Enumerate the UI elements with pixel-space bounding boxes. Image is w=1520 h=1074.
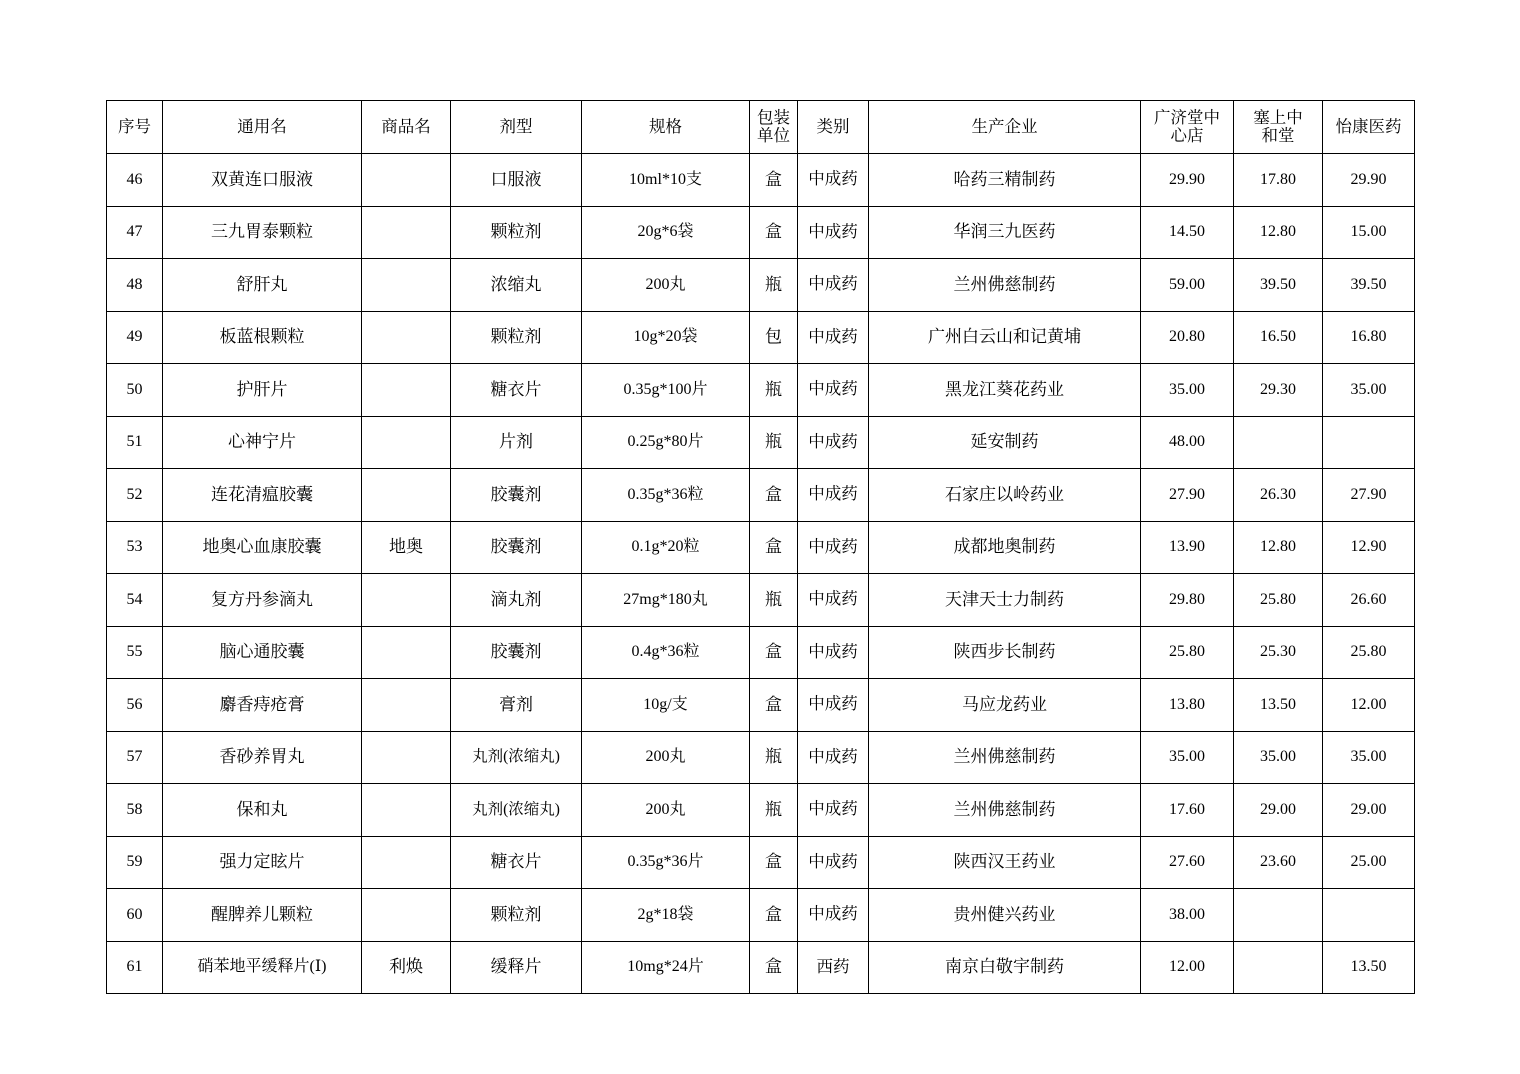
- cell-dosage-form: 糖衣片: [451, 836, 582, 889]
- table-row: [107, 259, 1415, 312]
- cell-package-unit: 盒: [750, 206, 798, 259]
- cell-seq: 55: [107, 626, 163, 679]
- cell-price-guangjitang: 20.80: [1141, 311, 1234, 364]
- column-header-price-yikang: 怡康医药: [1323, 101, 1415, 154]
- cell-brand-name: [362, 626, 451, 679]
- cell-seq: 58: [107, 784, 163, 837]
- price-saishang-line1: 塞上中: [1253, 107, 1303, 127]
- cell-price-saishang: 12.80: [1234, 206, 1323, 259]
- cell-manufacturer: 哈药三精制药: [869, 154, 1141, 207]
- cell-generic-name: 三九胃泰颗粒: [163, 206, 362, 259]
- cell-price-saishang: 13.50: [1234, 679, 1323, 732]
- cell-package-unit: 瓶: [750, 784, 798, 837]
- table-row: [107, 889, 1415, 942]
- cell-generic-name: 双黄连口服液: [163, 154, 362, 207]
- cell-price-guangjitang: 14.50: [1141, 206, 1234, 259]
- cell-price-yikang: [1323, 889, 1415, 942]
- table-row: [107, 731, 1415, 784]
- cell-dosage-form: 缓释片: [451, 941, 582, 994]
- cell-price-saishang: [1234, 941, 1323, 994]
- cell-generic-name: 麝香痔疮膏: [163, 679, 362, 732]
- cell-price-saishang: 25.30: [1234, 626, 1323, 679]
- cell-manufacturer: 兰州佛慈制药: [869, 731, 1141, 784]
- table-row: [107, 626, 1415, 679]
- cell-price-yikang: 35.00: [1323, 731, 1415, 784]
- table-row: [107, 416, 1415, 469]
- cell-dosage-form: 颗粒剂: [451, 889, 582, 942]
- cell-brand-name: [362, 311, 451, 364]
- cell-price-yikang: 39.50: [1323, 259, 1415, 312]
- cell-price-yikang: 35.00: [1323, 364, 1415, 417]
- cell-price-guangjitang: 35.00: [1141, 364, 1234, 417]
- cell-specification: 200丸: [582, 259, 750, 312]
- cell-price-saishang: 25.80: [1234, 574, 1323, 627]
- cell-brand-name: [362, 364, 451, 417]
- cell-seq: 57: [107, 731, 163, 784]
- cell-specification: 20g*6袋: [582, 206, 750, 259]
- cell-category: 中成药: [798, 206, 869, 259]
- cell-seq: 50: [107, 364, 163, 417]
- cell-dosage-form: 胶囊剂: [451, 469, 582, 522]
- cell-generic-name: 香砂养胃丸: [163, 731, 362, 784]
- cell-price-yikang: 15.00: [1323, 206, 1415, 259]
- drug-price-table: [106, 100, 1415, 994]
- cell-manufacturer: 兰州佛慈制药: [869, 259, 1141, 312]
- cell-brand-name: [362, 469, 451, 522]
- cell-dosage-form: 糖衣片: [451, 364, 582, 417]
- cell-category: 中成药: [798, 574, 869, 627]
- cell-price-yikang: [1323, 416, 1415, 469]
- cell-brand-name: [362, 784, 451, 837]
- cell-dosage-form: 颗粒剂: [451, 206, 582, 259]
- cell-generic-name: 地奥心血康胶囊: [163, 521, 362, 574]
- price-guangjitang-line2: 心店: [1170, 126, 1204, 145]
- table-row: [107, 574, 1415, 627]
- price-guangjitang-line1: 广济堂中: [1154, 107, 1220, 127]
- column-header-package-unit: [750, 101, 798, 154]
- table-row: [107, 784, 1415, 837]
- cell-brand-name: [362, 679, 451, 732]
- cell-generic-name: 连花清瘟胶囊: [163, 469, 362, 522]
- cell-package-unit: 包: [750, 311, 798, 364]
- cell-dosage-form: 口服液: [451, 154, 582, 207]
- cell-generic-name: 舒肝丸: [163, 259, 362, 312]
- cell-manufacturer: 陕西汉王药业: [869, 836, 1141, 889]
- cell-category: 中成药: [798, 364, 869, 417]
- cell-seq: 60: [107, 889, 163, 942]
- cell-seq: 46: [107, 154, 163, 207]
- cell-brand-name: [362, 259, 451, 312]
- cell-manufacturer: 广州白云山和记黄埔: [869, 311, 1141, 364]
- cell-brand-name: [362, 889, 451, 942]
- cell-seq: 56: [107, 679, 163, 732]
- column-header-seq: 序号: [107, 101, 163, 154]
- cell-price-saishang: 29.30: [1234, 364, 1323, 417]
- cell-seq: 51: [107, 416, 163, 469]
- table-row: [107, 311, 1415, 364]
- cell-specification: 200丸: [582, 784, 750, 837]
- cell-category: 中成药: [798, 784, 869, 837]
- table-row: [107, 941, 1415, 994]
- cell-category: 中成药: [798, 521, 869, 574]
- cell-specification: 0.35g*36片: [582, 836, 750, 889]
- cell-package-unit: 盒: [750, 521, 798, 574]
- cell-generic-name: 复方丹参滴丸: [163, 574, 362, 627]
- cell-brand-name: [362, 574, 451, 627]
- cell-price-guangjitang: 17.60: [1141, 784, 1234, 837]
- header-row: [107, 101, 1415, 154]
- cell-specification: 10g/支: [582, 679, 750, 732]
- cell-dosage-form: 丸剂(浓缩丸): [451, 731, 582, 784]
- cell-specification: 2g*18袋: [582, 889, 750, 942]
- cell-price-saishang: 16.50: [1234, 311, 1323, 364]
- cell-seq: 47: [107, 206, 163, 259]
- cell-price-guangjitang: 13.90: [1141, 521, 1234, 574]
- cell-brand-name: [362, 416, 451, 469]
- cell-specification: 0.35g*100片: [582, 364, 750, 417]
- table-row: [107, 364, 1415, 417]
- cell-package-unit: 瓶: [750, 574, 798, 627]
- cell-package-unit: 瓶: [750, 416, 798, 469]
- cell-price-yikang: 27.90: [1323, 469, 1415, 522]
- cell-price-saishang: 35.00: [1234, 731, 1323, 784]
- price-table-container: [106, 100, 1414, 994]
- cell-price-guangjitang: 27.60: [1141, 836, 1234, 889]
- column-header-category: 类别: [798, 101, 869, 154]
- table-body: [107, 154, 1415, 994]
- cell-specification: 27mg*180丸: [582, 574, 750, 627]
- cell-price-saishang: [1234, 416, 1323, 469]
- cell-price-yikang: 13.50: [1323, 941, 1415, 994]
- cell-price-guangjitang: 35.00: [1141, 731, 1234, 784]
- cell-seq: 48: [107, 259, 163, 312]
- cell-package-unit: 盒: [750, 469, 798, 522]
- cell-category: 中成药: [798, 311, 869, 364]
- cell-specification: 200丸: [582, 731, 750, 784]
- cell-package-unit: 盒: [750, 679, 798, 732]
- cell-manufacturer: 兰州佛慈制药: [869, 784, 1141, 837]
- package-unit-line2: 单位: [757, 126, 790, 145]
- cell-manufacturer: 石家庄以岭药业: [869, 469, 1141, 522]
- table-header: [107, 101, 1415, 154]
- cell-generic-name: 醒脾养儿颗粒: [163, 889, 362, 942]
- cell-manufacturer: 贵州健兴药业: [869, 889, 1141, 942]
- cell-category: 中成药: [798, 836, 869, 889]
- cell-dosage-form: 胶囊剂: [451, 626, 582, 679]
- cell-price-guangjitang: 38.00: [1141, 889, 1234, 942]
- cell-price-saishang: 39.50: [1234, 259, 1323, 312]
- cell-category: 中成药: [798, 416, 869, 469]
- cell-specification: 0.4g*36粒: [582, 626, 750, 679]
- cell-price-saishang: 17.80: [1234, 154, 1323, 207]
- cell-price-guangjitang: 48.00: [1141, 416, 1234, 469]
- cell-manufacturer: 黑龙江葵花药业: [869, 364, 1141, 417]
- package-unit-line1: 包装: [757, 107, 790, 127]
- cell-generic-name: 保和丸: [163, 784, 362, 837]
- column-header-manufacturer: 生产企业: [869, 101, 1141, 154]
- cell-manufacturer: 陕西步长制药: [869, 626, 1141, 679]
- cell-seq: 54: [107, 574, 163, 627]
- column-header-dosage-form: 剂型: [451, 101, 582, 154]
- cell-price-guangjitang: 25.80: [1141, 626, 1234, 679]
- cell-category: 中成药: [798, 889, 869, 942]
- cell-category: 中成药: [798, 626, 869, 679]
- cell-generic-name: 护肝片: [163, 364, 362, 417]
- cell-package-unit: 瓶: [750, 259, 798, 312]
- cell-seq: 53: [107, 521, 163, 574]
- cell-package-unit: 盒: [750, 941, 798, 994]
- cell-price-guangjitang: 13.80: [1141, 679, 1234, 732]
- cell-brand-name: [362, 154, 451, 207]
- cell-dosage-form: 胶囊剂: [451, 521, 582, 574]
- cell-category: 中成药: [798, 469, 869, 522]
- cell-price-saishang: 23.60: [1234, 836, 1323, 889]
- cell-package-unit: 盒: [750, 836, 798, 889]
- cell-price-saishang: 12.80: [1234, 521, 1323, 574]
- cell-price-guangjitang: 59.00: [1141, 259, 1234, 312]
- cell-category: 中成药: [798, 679, 869, 732]
- column-header-price-saishang: [1234, 101, 1323, 154]
- column-header-price-guangjitang: [1141, 101, 1234, 154]
- cell-specification: 0.25g*80片: [582, 416, 750, 469]
- cell-price-yikang: 26.60: [1323, 574, 1415, 627]
- table-row: [107, 836, 1415, 889]
- cell-dosage-form: 浓缩丸: [451, 259, 582, 312]
- column-header-specification: 规格: [582, 101, 750, 154]
- cell-dosage-form: 膏剂: [451, 679, 582, 732]
- cell-specification: 10g*20袋: [582, 311, 750, 364]
- cell-generic-name: 硝苯地平缓释片(Ⅰ): [163, 941, 362, 994]
- cell-brand-name: [362, 731, 451, 784]
- cell-brand-name: [362, 206, 451, 259]
- cell-price-yikang: 16.80: [1323, 311, 1415, 364]
- cell-category: 中成药: [798, 259, 869, 312]
- table-row: [107, 154, 1415, 207]
- cell-price-yikang: 12.00: [1323, 679, 1415, 732]
- cell-seq: 49: [107, 311, 163, 364]
- cell-price-saishang: 29.00: [1234, 784, 1323, 837]
- cell-category: 西药: [798, 941, 869, 994]
- table-row: [107, 469, 1415, 522]
- cell-package-unit: 盒: [750, 154, 798, 207]
- cell-package-unit: 瓶: [750, 364, 798, 417]
- cell-price-saishang: [1234, 889, 1323, 942]
- price-saishang-line2: 和堂: [1261, 126, 1295, 145]
- cell-package-unit: 盒: [750, 626, 798, 679]
- cell-price-guangjitang: 12.00: [1141, 941, 1234, 994]
- cell-specification: 0.1g*20粒: [582, 521, 750, 574]
- cell-package-unit: 瓶: [750, 731, 798, 784]
- cell-dosage-form: 片剂: [451, 416, 582, 469]
- cell-generic-name: 板蓝根颗粒: [163, 311, 362, 364]
- cell-specification: 0.35g*36粒: [582, 469, 750, 522]
- cell-manufacturer: 南京白敬宇制药: [869, 941, 1141, 994]
- cell-manufacturer: 马应龙药业: [869, 679, 1141, 732]
- column-header-generic-name: 通用名: [163, 101, 362, 154]
- cell-dosage-form: 滴丸剂: [451, 574, 582, 627]
- cell-dosage-form: 颗粒剂: [451, 311, 582, 364]
- cell-specification: 10ml*10支: [582, 154, 750, 207]
- cell-package-unit: 盒: [750, 889, 798, 942]
- table-row: [107, 521, 1415, 574]
- cell-category: 中成药: [798, 154, 869, 207]
- cell-dosage-form: 丸剂(浓缩丸): [451, 784, 582, 837]
- column-header-brand-name: 商品名: [362, 101, 451, 154]
- cell-generic-name: 脑心通胶囊: [163, 626, 362, 679]
- cell-manufacturer: 华润三九医药: [869, 206, 1141, 259]
- cell-price-guangjitang: 29.80: [1141, 574, 1234, 627]
- cell-seq: 59: [107, 836, 163, 889]
- cell-manufacturer: 成都地奥制药: [869, 521, 1141, 574]
- cell-manufacturer: 延安制药: [869, 416, 1141, 469]
- cell-price-guangjitang: 27.90: [1141, 469, 1234, 522]
- table-row: [107, 206, 1415, 259]
- cell-price-yikang: 25.80: [1323, 626, 1415, 679]
- cell-seq: 61: [107, 941, 163, 994]
- cell-price-guangjitang: 29.90: [1141, 154, 1234, 207]
- cell-brand-name: 地奥: [362, 521, 451, 574]
- cell-price-saishang: 26.30: [1234, 469, 1323, 522]
- cell-brand-name: [362, 836, 451, 889]
- table-row: [107, 679, 1415, 732]
- cell-generic-name: 强力定眩片: [163, 836, 362, 889]
- cell-price-yikang: 29.90: [1323, 154, 1415, 207]
- cell-price-yikang: 25.00: [1323, 836, 1415, 889]
- cell-specification: 10mg*24片: [582, 941, 750, 994]
- cell-seq: 52: [107, 469, 163, 522]
- cell-price-yikang: 29.00: [1323, 784, 1415, 837]
- cell-category: 中成药: [798, 731, 869, 784]
- cell-manufacturer: 天津天士力制药: [869, 574, 1141, 627]
- cell-brand-name: 利焕: [362, 941, 451, 994]
- cell-price-yikang: 12.90: [1323, 521, 1415, 574]
- cell-generic-name: 心神宁片: [163, 416, 362, 469]
